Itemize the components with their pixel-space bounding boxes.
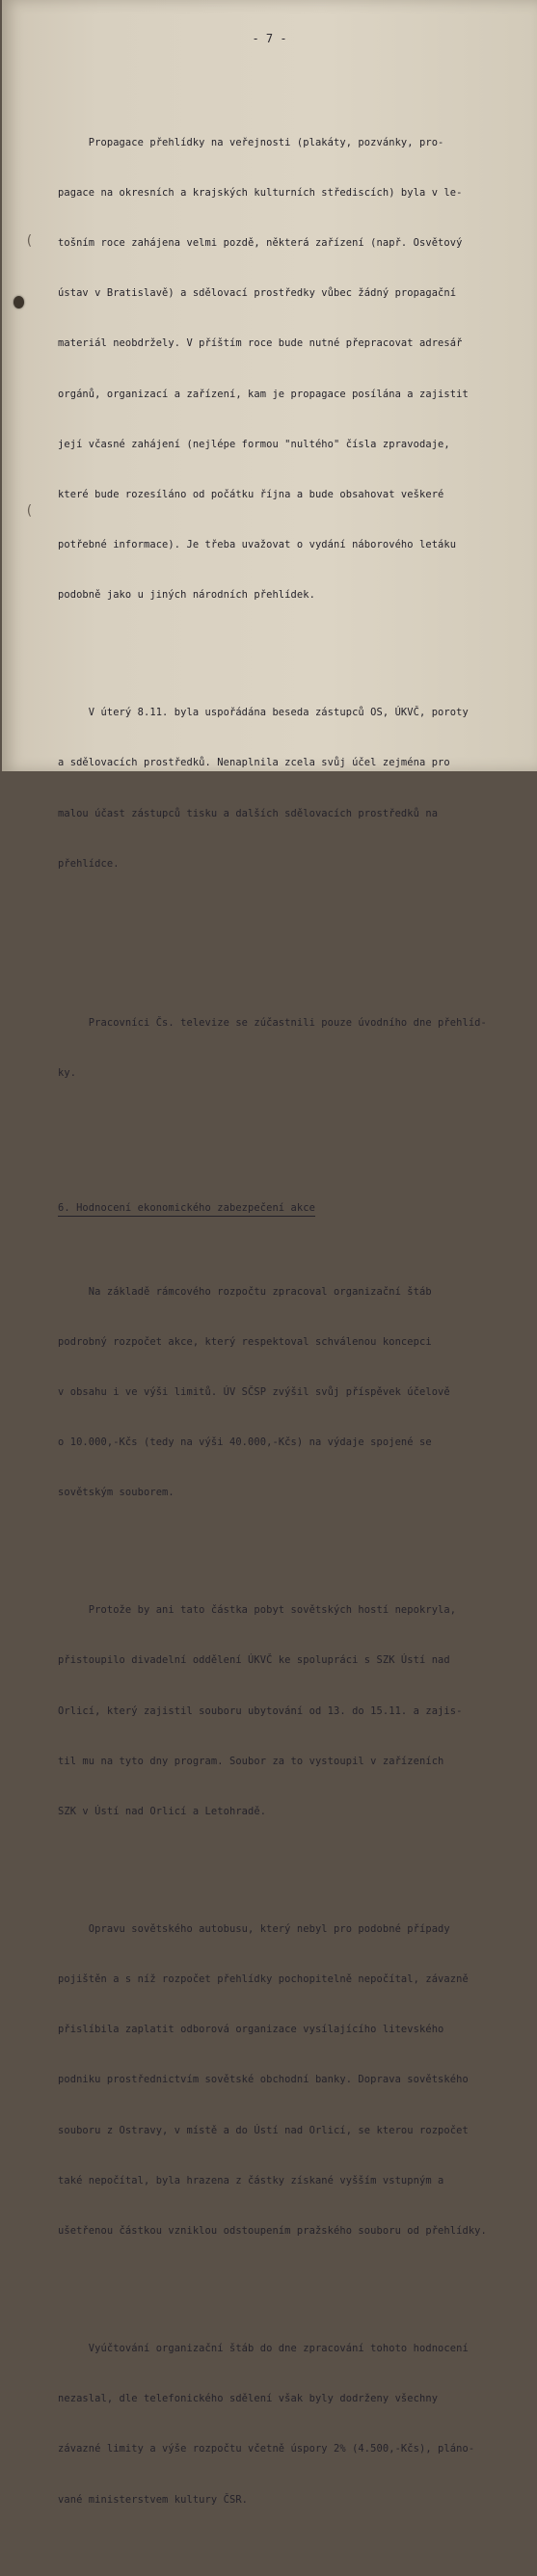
text-line: ky. [58,1066,77,1079]
text-line: Vyúčtování organizační štáb do dne zpracování tohoto hodnocení [58,2342,469,2354]
text-line: souboru z Ostravy, v místě a do Ústí nad Orlicí, se kterou rozpočet [58,2124,469,2136]
document-page [2,0,537,2506]
paragraph [58,101,521,638]
section-heading: 6. Hodnocení ekonomického zabezpečení akce [58,1201,315,1217]
text-line: Na základě rámcového rozpočtu zpracoval organizační štáb [58,1285,432,1298]
paragraph [58,1250,521,1536]
text-line: o 10.000,-Kčs (tedy na výši 40.000,-Kčs) na výdaje spojené se [58,1436,432,1449]
text-line: pagace na okresních a krajských kulturních střediscích) byla v le- [58,186,463,199]
text-line: V úterý 8.11. byla uspořádána beseda zástupců OS, ÚKVČ, poroty [58,707,469,719]
text-line: potřebné informace). Je třeba uvažovat o vydání náborového letáku [58,539,457,551]
paragraph [58,1888,521,2273]
text-line: závazné limity a výše rozpočtu včetně úspory 2% (4.500,-Kčs), pláno- [58,2443,475,2455]
text-line: sovětským souborem. [58,1487,175,1499]
document-body [58,67,521,2576]
paragraph [58,1569,521,1854]
margin-mark: ( [25,503,34,519]
text-line: podobně jako u jiných národních přehlídek. [58,589,315,602]
text-line: její včasné zahájení (nejlépe formou "nultého" čísla zpravodaje, [58,438,450,450]
section-heading-row [58,1200,521,1217]
punch-hole-icon [13,296,24,309]
text-line: a sdělovacích prostředků. Nenaplnila zcela svůj účel zejména pro [58,757,450,769]
text-line: Pracovníci Čs. televize se zúčastnili pouze úvodního dne přehlíd- [58,1016,487,1029]
text-line: materiál neobdržely. V příštím roce bude nutné přepracovat adresář [58,337,463,350]
text-line: ústav v Bratislavě) a sdělovací prostředky vůbec žádný propagační [58,287,457,300]
text-line: přehlídce. [58,857,120,870]
text-line: také nepočítal, byla hrazena z částky získané vyšším vstupným a [58,2174,444,2187]
text-line: orgánů, organizací a zařízení, kam je propagace posílána a zajistit [58,388,469,400]
paragraph [58,981,521,1115]
text-line: malou účast zástupců tisku a dalších sdělovacích prostředků na [58,807,439,819]
text-line: ušetřenou částkou vzniklou odstoupením pražského souboru od přehlídky. [58,2225,487,2238]
text-line: přistoupilo divadelní oddělení ÚKVČ ke spolupráci s SZK Ústí nad [58,1654,450,1667]
text-line: vané ministerstvem kultury ČSR. [58,2493,249,2506]
margin-mark: ( [25,233,34,249]
text-line: Protože by ani tato částka pobyt sovětských hostí nepokryla, [58,1604,457,1617]
text-line: Orlicí, který zajistil souboru ubytování od 13. do 15.11. a zajis- [58,1704,463,1717]
text-line: které bude rozesíláno od počátku října a bude obsahovat veškeré [58,489,444,501]
page-number: - 7 - [252,32,287,45]
text-line: pojištěn a s níž rozpočet přehlídky pochopitelně nepočítal, závazně [58,1973,469,1986]
text-line: tošním roce zahájena velmi pozdě, některá zařízení (např. Osvětový [58,237,463,250]
text-line: til mu na tyto dny program. Soubor za to vystoupil v zařízeních [58,1755,444,1767]
text-line: nezaslal, dle telefonického sdělení však byly dodrženy všechny [58,2393,439,2405]
text-line: podniku prostřednictvím sovětské obchodní banky. Doprava sovětského [58,2074,469,2086]
text-line: přislíbila zaplatit odborová organizace vysílajícího litevského [58,2024,444,2036]
paragraph [58,2307,521,2542]
text-line: podrobný rozpočet akce, který respektoval schválenou koncepci [58,1335,432,1348]
text-line: v obsahu i ve výši limitů. ÚV SČSP zvýšil svůj příspěvek účelově [58,1385,450,1398]
paragraph [58,671,521,906]
text-line: SZK v Ústí nad Orlicí a Letohradě. [58,1806,267,1818]
text-line: Opravu sovětského autobusu, který nebyl pro podobné případy [58,1922,450,1935]
text-line: Propagace přehlídky na veřejnosti (plakáty, pozvánky, pro- [58,136,444,148]
